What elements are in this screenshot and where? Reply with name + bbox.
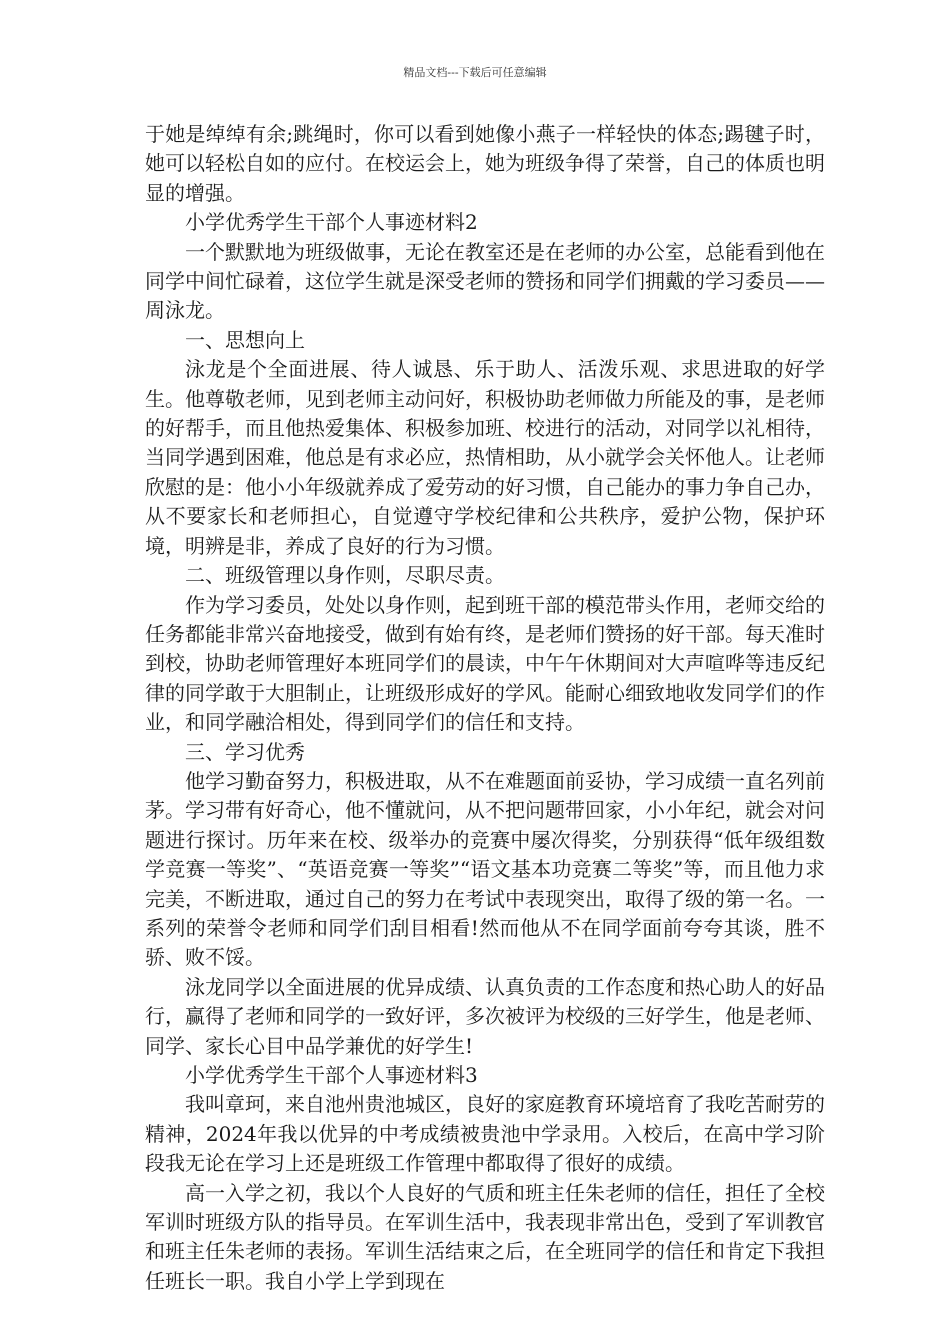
- paragraph: 高一入学之初，我以个人良好的气质和班主任朱老师的信任，担任了全校军训时班级方队的指导员。在军训生活中，我表现非常出色，受到了军训教官和班主任朱老师的表扬。军训生活结束之后，在全班同学的信任和肯定下我担任班长一职。我自小学上学到现在: [145, 1180, 825, 1293]
- section-heading: 一、思想向上: [185, 327, 305, 352]
- paragraph: 于她是绰绰有余;跳绳时，你可以看到她像小燕子一样轻快的体态;踢毽子时，她可以轻松自如的应付。在校运会上，她为班级争得了荣誉，自己的体质也明显的增强。: [145, 122, 825, 205]
- section-heading: 二、班级管理以身作则，尽职尽责。: [185, 563, 505, 588]
- section-title: 小学优秀学生干部个人事迹材料2: [185, 210, 478, 235]
- paragraph: 一个默默地为班级做事，无论在教室还是在老师的办公室，总能看到他在同学中间忙碌着，这位学生就是深受老师的赞扬和同学们拥戴的学习委员——周泳龙。: [145, 239, 825, 323]
- page-header: 精品文档---下载后可任意编辑: [403, 66, 547, 79]
- paragraph: 泳龙同学以全面进展的优异成绩、认真负责的工作态度和热心助人的好品行，赢得了老师和同学的一致好评，多次被评为校级的三好学生，他是老师、同学、家长心目中品学兼优的好学生!: [145, 974, 825, 1058]
- section-title: 小学优秀学生干部个人事迹材料3: [185, 1063, 478, 1087]
- paragraph: 泳龙是个全面进展、待人诚恳、乐于助人、活泼乐观、求思进取的好学生。他尊敬老师，见到老师主动问好，积极协助老师做力所能及的事，是老师的好帮手，而且他热爱集体、积极参加班、校进行的活动，对同学以礼相待，当同学遇到困难，他总是有求必应，热情相助，从小就学会关怀他人。让老师欣慰的是：他小小年级就养成了爱劳动的好习惯，自己能办的事力争自己办，从不要家长和老师担心，自觉遵守学校纪律和公共秩序，爱护公物，保护环境，明辨是非，养成了良好的行为习惯。: [145, 357, 825, 558]
- paragraph: 他学习勤奋努力，积极进取，从不在难题面前妥协，学习成绩一直名列前茅。学习带有好奇心，他不懂就问，从不把问题带回家，小小年纪，就会对问题进行探讨。历年来在校、级举办的竞赛中屡次得奖，分别获得“低年级组数学竞赛一等奖”、“英语竞赛一等奖”“语文基本功竞赛二等奖”等，而且他力求完美，不断进取，通过自己的努力在考试中表现突出，取得了级的第一名。一系列的荣誉令老师和同学们刮目相看!然而他从不在同学面前夸夸其谈，胜不骄、败不馁。: [145, 768, 825, 970]
- paragraph: 作为学习委员，处处以身作则，起到班干部的模范带头作用，老师交给的任务都能非常兴奋地接受，做到有始有终，是老师们赞扬的好干部。每天准时到校，协助老师管理好本班同学们的晨读，中午午休期间对大声喧哗等违反纪律的同学敢于大胆制止，让班级形成好的学风。能耐心细致地收发同学们的作业，和同学融洽相处，得到同学们的信任和支持。: [145, 592, 825, 735]
- section-heading: 三、学习优秀: [185, 739, 305, 764]
- document-body: [145, 120, 825, 1296]
- paragraph: 我叫章珂，来自池州贵池城区，良好的家庭教育环境培育了我吃苦耐劳的精神，2024年我以优异的中考成绩被贵池中学录用。入校后，在高中学习阶段我无论在学习上还是班级工作管理中都取得了很好的成绩。: [145, 1092, 825, 1176]
